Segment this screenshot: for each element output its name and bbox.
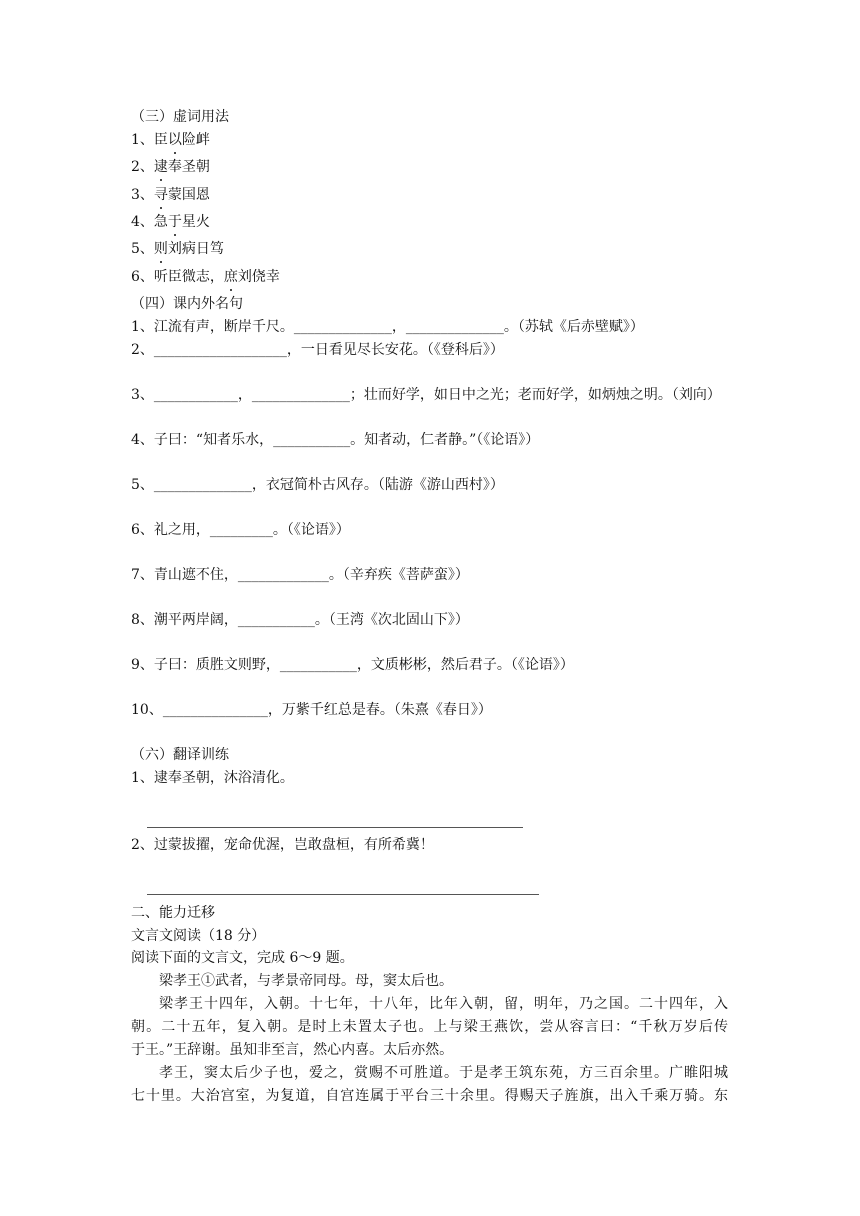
section3-item-1: 1、臣以险衅 <box>131 132 210 148</box>
section3-item-4: 4、急于星火 <box>131 214 210 230</box>
quote-item-10: 10、_______________，万紫千红总是春。（朱熹《春日》） <box>131 702 492 718</box>
part2-subtitle: 文言文阅读（18 分） <box>131 928 266 944</box>
quote-item-1: 1、江流有声，断岸千尺。______________，______________。（苏轼《后赤壁赋》） <box>131 319 644 335</box>
section3-title: （三）虚词用法 <box>131 109 229 125</box>
translation-item-1: 1、逮奉圣朝，沐浴清化。 <box>131 770 294 786</box>
section4-title: （四）课内外名句 <box>131 296 243 312</box>
quote-item-4: 4、子曰：“知者乐水，___________。知者动，仁者静。”（《论语》） <box>131 432 540 448</box>
quote-item-6: 6、礼之用，_________。（《论语》） <box>131 522 350 538</box>
quote-item-3: 3、____________，______________；壮而好学，如日中之光；老而好学，如炳烛之明。（刘向） <box>131 387 721 403</box>
part2-instruction: 阅读下面的文言文，完成 6～9 题。 <box>131 950 354 966</box>
quote-item-8: 8、潮平两岸阔，___________。（王湾《次北固山下》） <box>131 612 469 628</box>
passage-paragraph-3-line-2: 七十里。大治宫室，为复道，自宫连属于平台三十余里。得赐天子旌旗，出入千乘万骑。东 <box>131 1088 728 1104</box>
section3-item-5: 5、则刘病日笃 <box>131 241 224 257</box>
emphasis-dot-char: 则 <box>153 241 168 257</box>
answer-line-2 <box>147 894 539 895</box>
passage-paragraph-1: 梁孝王①武者，与孝景帝同母。母，窦太后也。 <box>159 973 453 989</box>
section3-item-6: 6、听臣微志，庶刘侥幸 <box>131 269 280 285</box>
emphasis-dot-char: 寻 <box>153 187 168 203</box>
passage-paragraph-2-line-1: 梁孝王十四年，入朝。十七年，十八年，比年入朝，留，明年，乃之国。二十四年，入 <box>159 996 728 1012</box>
section3-item-2: 2、逮奉圣朝 <box>131 159 210 175</box>
quote-item-7: 7、青山遮不住，_____________。（辛弃疾《菩萨蛮》） <box>131 567 469 583</box>
answer-line-1 <box>147 827 523 828</box>
quote-item-9: 9、子曰：质胜文则野，___________，文质彬彬，然后君子。（《论语》） <box>131 657 574 673</box>
translation-item-2: 2、过蒙拔擢，宠命优渥，岂敢盘桓，有所希冀！ <box>131 837 434 853</box>
passage-paragraph-3-line-1: 孝王，窦太后少子也，爱之，赏赐不可胜道。于是孝王筑东苑，方三百余里。广睢阳城 <box>159 1065 728 1081</box>
emphasis-dot-char: 以 <box>167 132 182 148</box>
section6-title: （六）翻译训练 <box>131 747 229 763</box>
passage-paragraph-2-line-2: 朝。二十五年，复入朝。是时上未置太子也。上与梁王燕饮，尝从容言曰：“千秋万岁后传 <box>131 1019 728 1035</box>
section3-item-3: 3、寻蒙国恩 <box>131 187 210 203</box>
quote-item-2: 2、___________________，一日看见尽长安花。（《登科后》） <box>131 342 504 358</box>
quote-item-5: 5、______________，衣冠简朴古风存。（陆游《游山西村》） <box>131 477 504 493</box>
emphasis-dot-char: 庶 <box>223 269 238 285</box>
emphasis-dot-char: 于 <box>167 214 182 230</box>
part2-title: 二、能力迁移 <box>131 905 215 921</box>
emphasis-dot-char: 逮 <box>153 159 168 175</box>
passage-paragraph-2-line-3: 于王。”王辞谢。虽知非至言，然心内喜。太后亦然。 <box>131 1042 454 1058</box>
